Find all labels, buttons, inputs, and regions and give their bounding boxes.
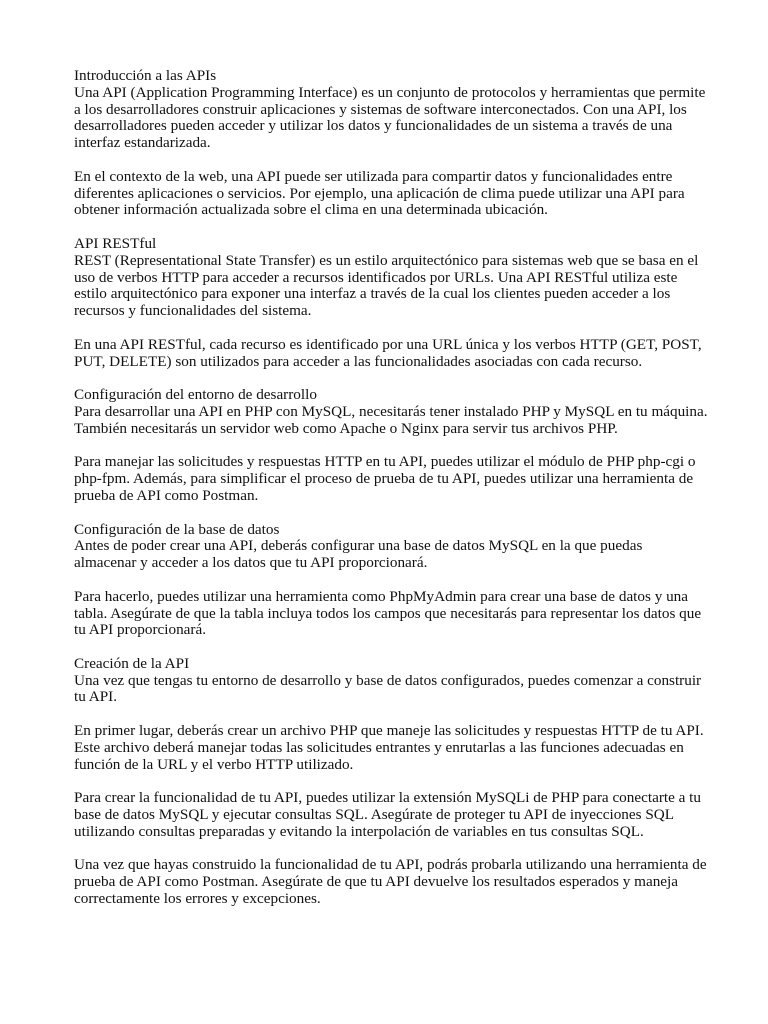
section-title: Creación de la API [74, 654, 190, 672]
section-introduccion [74, 68, 708, 219]
paragraph: Para crear la funcionalidad de tu API, puedes utilizar la extensión MySQLi de PHP para conectarte a tu base de datos MySQL y ejecutar consultas SQL. Asegúrate de proteger tu API de inyecciones SQL utilizando consultas preparadas y evitando la interpolación de variables en tus consultas SQL. [74, 789, 701, 840]
paragraph: Una vez que hayas construido la funcionalidad de tu API, podrás probarla utilizando una herramienta de prueba de API como Postman. Asegúrate de que tu API devuelve los resultados esperados y maneja correctamente los errores y excepciones. [74, 856, 707, 908]
paragraph: REST (Representational State Transfer) es un estilo arquitectónico para sistemas web que se basa en el uso de verbos HTTP para acceder a recursos identificados por URLs. Una API RESTful utiliza este estilo arquitectónico para exponer una interfaz a través de la cual los clientes pueden acceder a los recursos y funcionalidades del sistema. [74, 251, 699, 320]
paragraph: Para manejar las solicitudes y respuestas HTTP en tu API, puedes utilizar el módulo de PHP php-cgi o php-fpm. Además, para simplificar el proceso de prueba de tu API, puedes utilizar una herramienta de prueba de API como Postman. [74, 453, 696, 504]
section-configuracion-entorno [74, 387, 708, 505]
section-configuracion-base-datos [74, 522, 708, 640]
section-title: API RESTful [74, 234, 157, 252]
section-api-restful [74, 236, 708, 370]
paragraph: En el contexto de la web, una API puede ser utilizada para compartir datos y funcionalidades entre diferentes aplicaciones o servicios. Por ejemplo, una aplicación de clima puede utilizar una API para obtener información actualizada sobre el clima en una determinada ubicación. [74, 167, 685, 219]
paragraph: Una API (Application Programming Interface) es un conjunto de protocolos y herramientas que permite a los desarrolladores construir aplicaciones y sistemas de software interconectados. Con una API, los desarrolladores pueden acceder y utilizar los datos y funcionalidades de un sistema a través de una interfaz estandarizada. [74, 83, 706, 152]
section-title: Introducción a las APIs [74, 67, 217, 84]
paragraph: En primer lugar, deberás crear un archivo PHP que maneje las solicitudes y respuestas HTTP de tu API. Este archivo deberá manejar todas las solicitudes entrantes y enrutarlas a las funciones adecuadas en función de la URL y el verbo HTTP utilizado. [74, 722, 704, 773]
paragraph: Una vez que tengas tu entorno de desarrollo y base de datos configurados, puedes comenzar a construir tu API. [74, 671, 702, 706]
paragraph: Para desarrollar una API en PHP con MySQL, necesitarás tener instalado PHP y MySQL en tu máquina. También necesitarás un servidor web como Apache o Nginx para servir tus archivos PHP. [74, 402, 708, 437]
section-title: Configuración de la base de datos [74, 520, 280, 538]
paragraph: En una API RESTful, cada recurso es identificado por una URL única y los verbos HTTP (GET, POST, PUT, DELETE) son utilizados para acceder a las funcionalidades asociadas con cada recurso. [74, 335, 702, 370]
paragraph: Antes de poder crear una API, deberás configurar una base de datos MySQL en la que puedas almacenar y acceder a los datos que tu API proporcionará. [74, 537, 643, 572]
paragraph: Para hacerlo, puedes utilizar una herramienta como PhpMyAdmin para crear una base de datos y una tabla. Asegúrate de que la tabla incluya todos los campos que necesitarás para representar los datos que tu API proporcionará. [74, 587, 702, 639]
section-title: Configuración del entorno de desarrollo [74, 386, 317, 404]
section-creacion-api [74, 656, 708, 908]
